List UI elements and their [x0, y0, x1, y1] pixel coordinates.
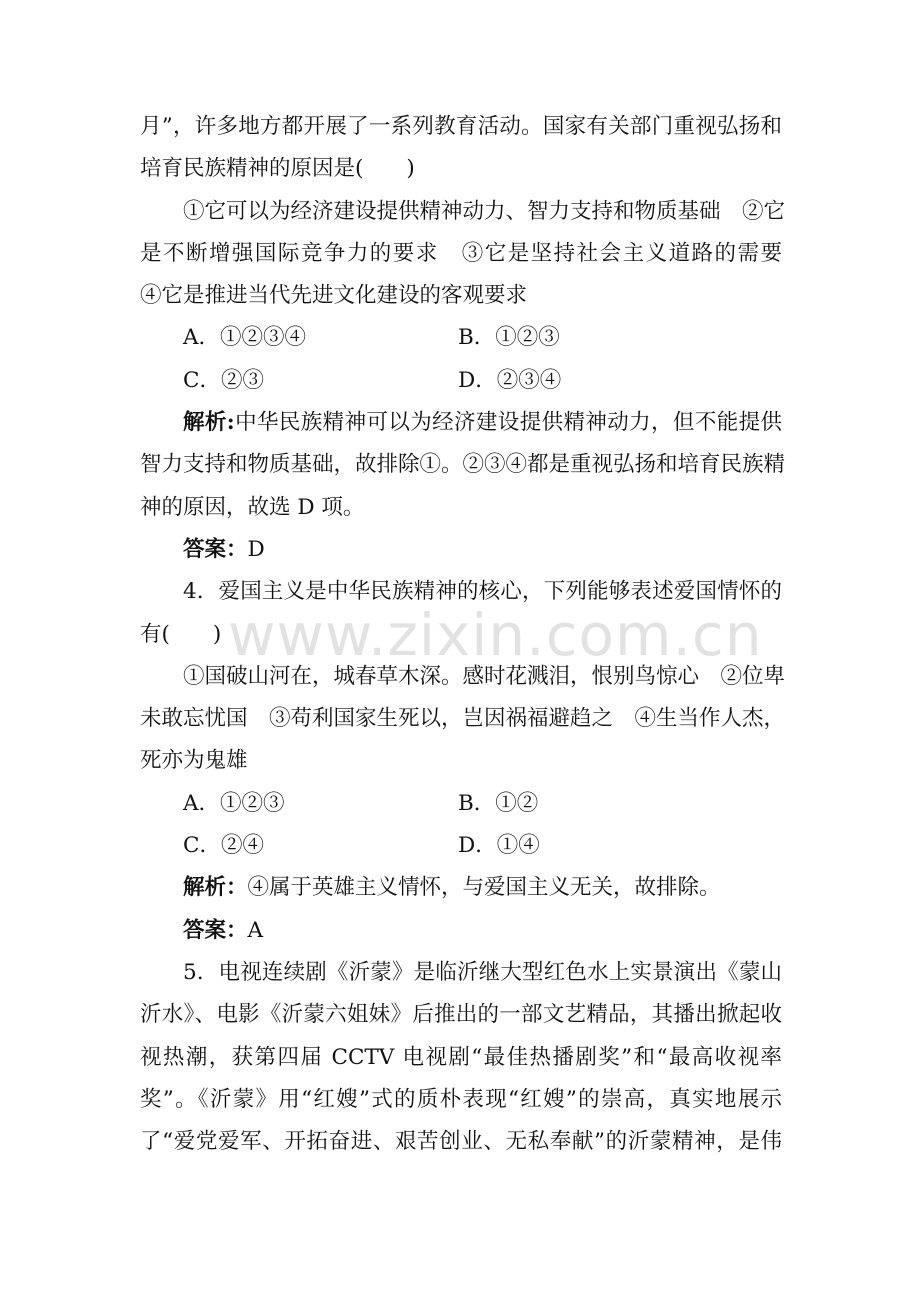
q3-analysis-label: 解析:	[183, 410, 235, 436]
q4-answer-value: A	[247, 917, 264, 943]
q4-option-c: C．②④	[183, 833, 264, 859]
q4-option-d: D．①④	[458, 833, 540, 859]
q3-answer-value: D	[247, 536, 265, 562]
q4-stem-line-1: 4．爱国主义是中华民族精神的核心，下列能够表述爱国情怀的	[183, 579, 782, 605]
q3-option-d: D．②③④	[458, 367, 562, 393]
q4-answer	[140, 910, 782, 952]
q3-analysis-line-3: 神的原因，故选 D 项。	[140, 494, 365, 520]
q3-stem-line-1: 月”，许多地方都开展了一系列教育活动。国家有关部门重视弘扬和	[140, 114, 782, 139]
q3-option-a: A．①②③④	[183, 325, 307, 351]
q4-options-row-2	[140, 825, 782, 867]
q3-options-row-2	[140, 360, 782, 402]
q5-stem-line-3: 视热潮，获第四届 CCTV 电视剧“最佳热播剧奖”和“最高收视率	[140, 1044, 782, 1070]
q3-items-line-2: 是不断增强国际竞争力的要求 ③它是坚持社会主义道路的需要	[140, 240, 782, 266]
q4-option-a: A．①②③	[183, 790, 285, 816]
q3-answer-label: 答案：	[183, 536, 248, 562]
q3-analysis-line-1	[140, 402, 782, 444]
q3-option-c: C．②③	[183, 367, 264, 393]
q4-items-line-1: ①国破山河在，城春草木深。感时花溅泪，恨别鸟惊心 ②位卑	[183, 663, 786, 689]
q5-stem-line-1: 5．电视连续剧《沂蒙》是临沂继大型红色水上实景演出《蒙山	[183, 959, 782, 985]
watermark-text: www.zixin.com.cn	[228, 601, 763, 669]
q4-items-line-2: 未敢忘忧国 ③苟利国家生死以，岂因祸福避趋之 ④生当作人杰，	[140, 706, 786, 732]
document-page	[140, 106, 786, 1163]
q4-options-row-1	[140, 783, 782, 825]
q4-analysis-label: 解析：	[183, 875, 248, 901]
q3-analysis-text-1: 中华民族精神可以为经济建设提供精神动力，但不能提供	[234, 410, 782, 436]
q3-answer	[140, 529, 782, 571]
q5-stem-line-5: 了“爱党爱军、开拓奋进、艰苦创业、无私奉献”的沂蒙精神，是伟	[140, 1129, 782, 1155]
q5-stem-line-4: 奖”。《沂蒙》用“红嫂”式的质朴表现“红嫂”的崇高，真实地展示	[140, 1086, 782, 1112]
q3-items-line-3: ④它是推进当代先进文化建设的客观要求	[140, 283, 528, 309]
q3-items-line-1: ①它可以为经济建设提供精神动力、智力支持和物质基础 ②它	[183, 198, 786, 224]
q4-stem-line-2: 有( )	[140, 621, 222, 647]
q5-stem-line-2: 沂水》、电影《沂蒙六姐妹》后推出的一部文艺精品，其播出掀起收	[140, 1002, 782, 1028]
q3-options-row-1	[140, 317, 782, 359]
q4-analysis-line-1	[140, 867, 782, 909]
q3-analysis-line-2: 智力支持和物质基础，故排除①。②③④都是重视弘扬和培育民族精	[140, 452, 786, 478]
q4-answer-label: 答案：	[183, 917, 248, 943]
q4-items-line-3: 死亦为鬼雄	[140, 748, 248, 774]
q4-analysis-text-1: ④属于英雄主义情怀，与爱国主义无关，故排除。	[247, 875, 721, 901]
q3-option-b: B．①②③	[458, 325, 560, 351]
q3-stem-line-2: 培育民族精神的原因是( )	[140, 156, 415, 182]
q4-option-b: B．①②	[458, 790, 539, 816]
